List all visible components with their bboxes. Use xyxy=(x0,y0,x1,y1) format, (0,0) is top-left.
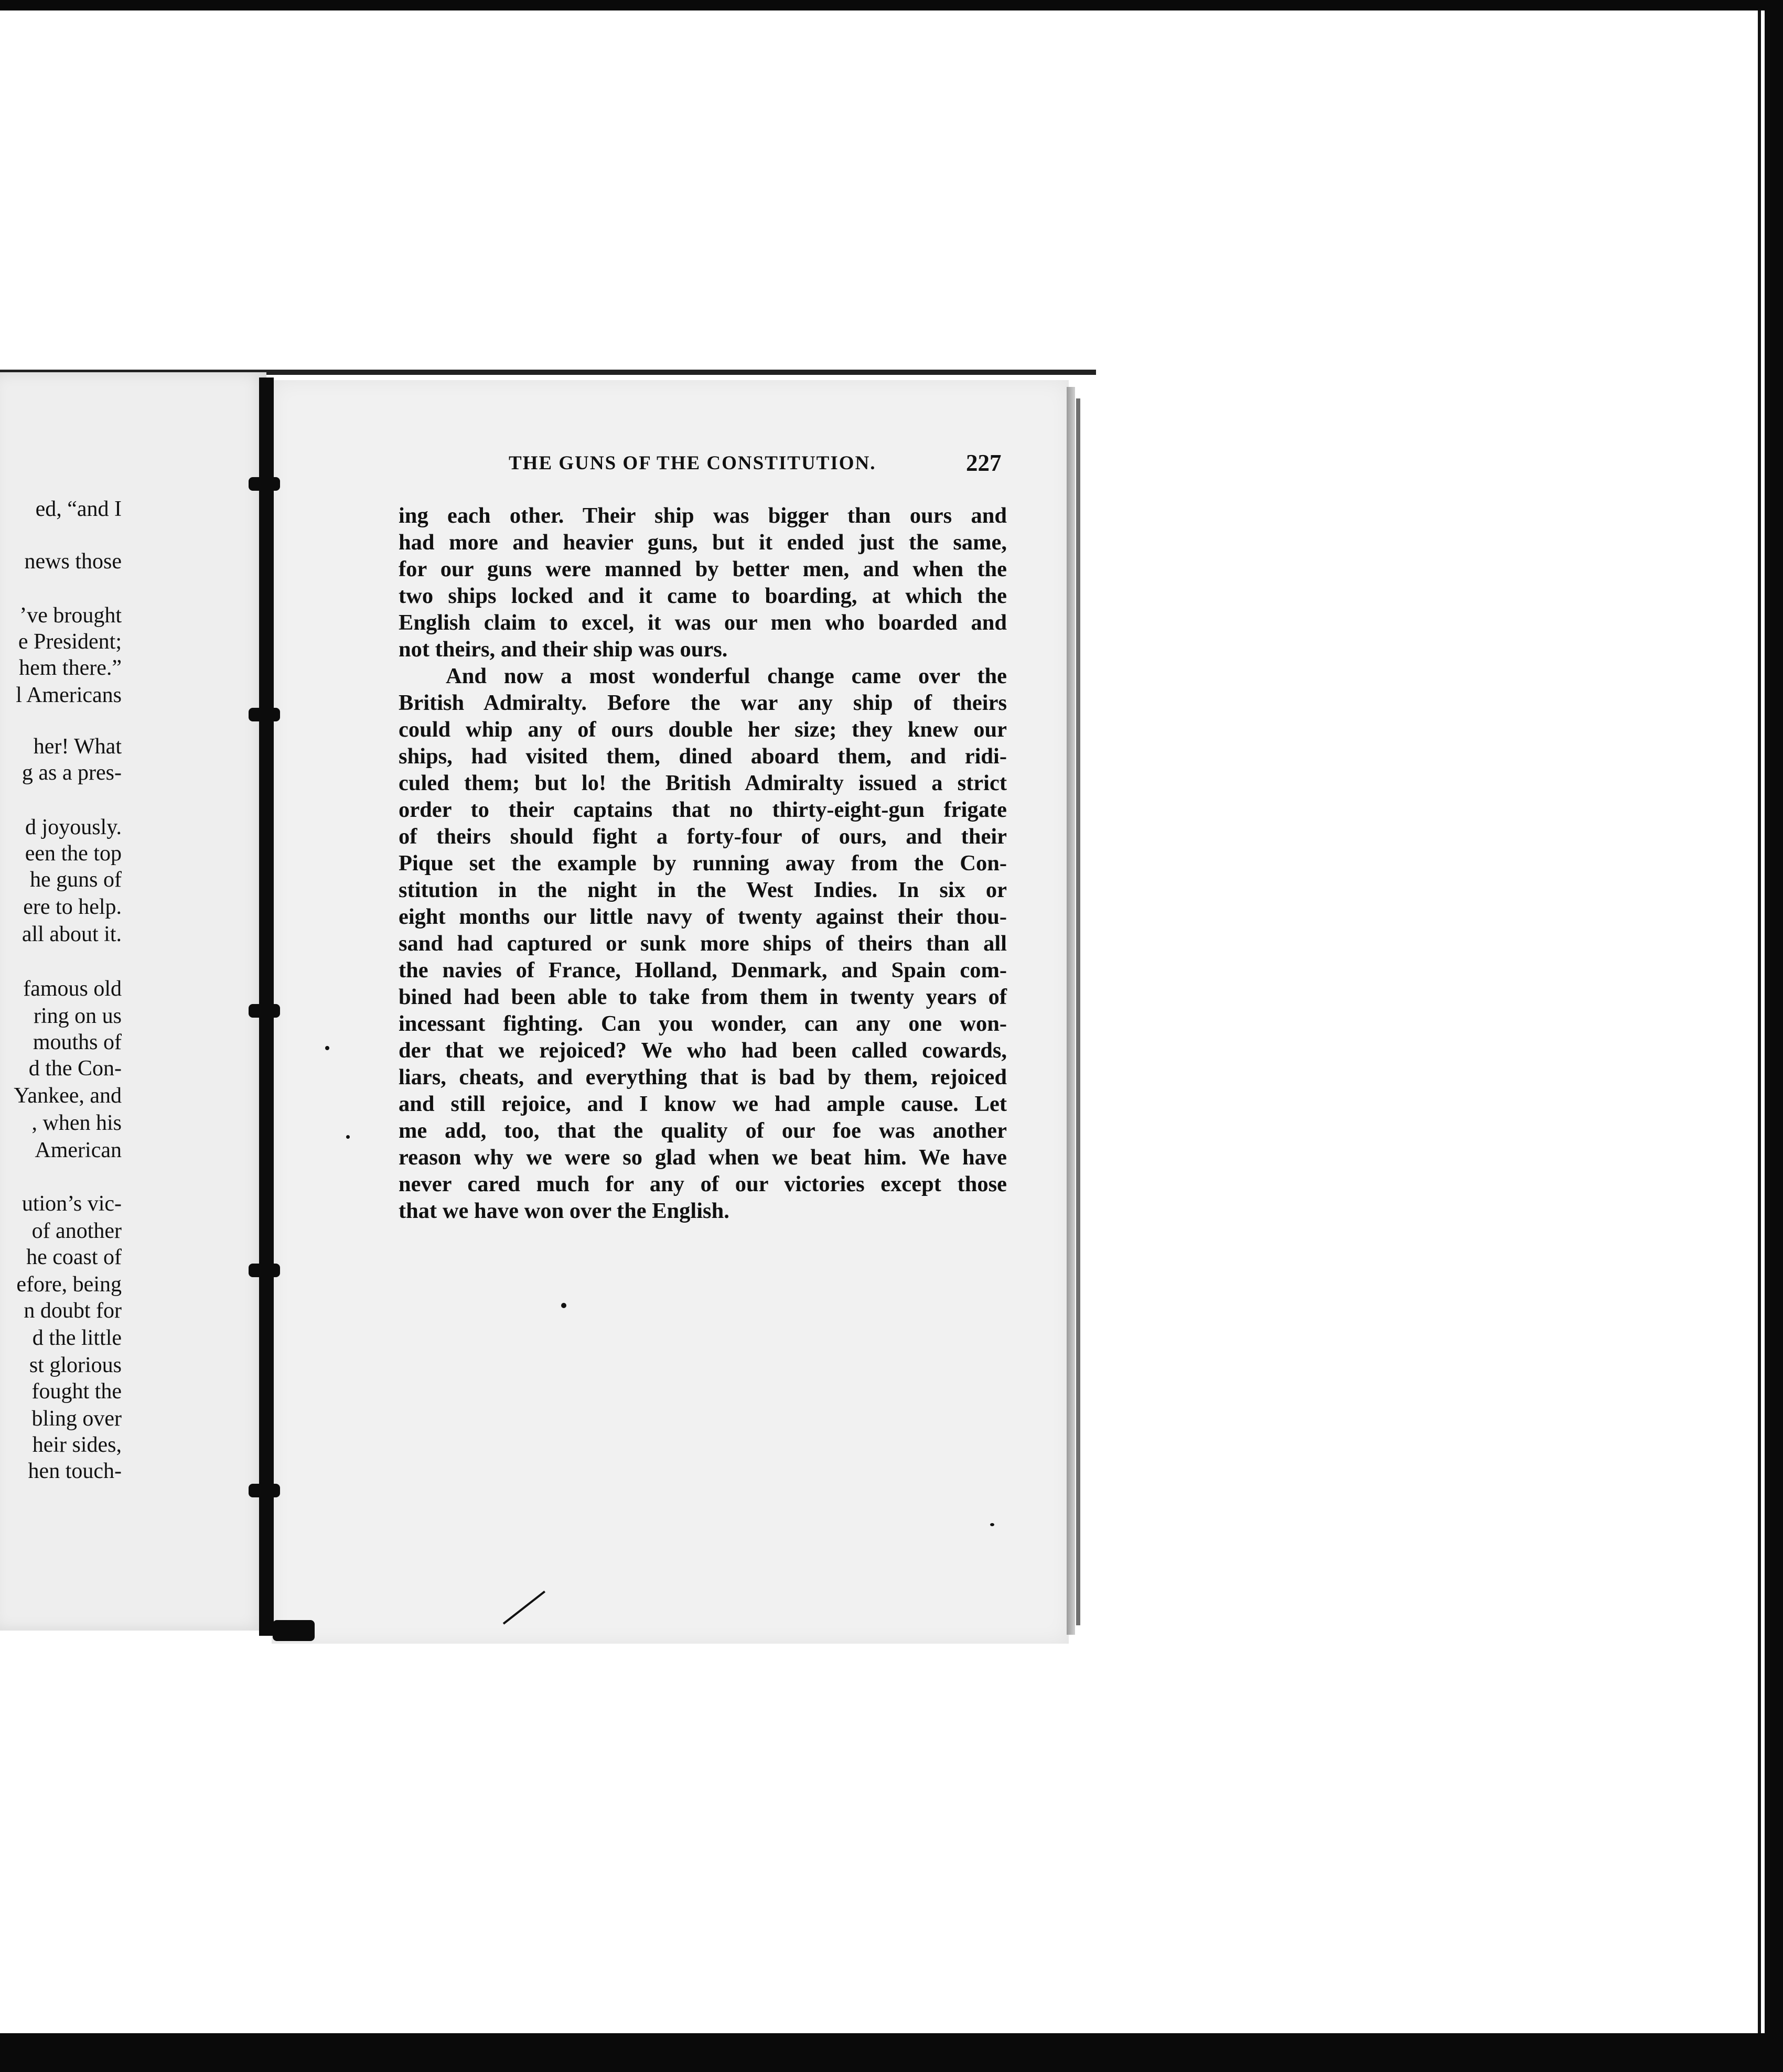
right-page-edge xyxy=(1067,387,1075,1635)
body-line: order to their captains that no thirty-eight-gun frigate xyxy=(399,797,1007,822)
left-page-line: mouths of xyxy=(33,1030,122,1054)
body-line: culed them; but lo! the British Admiralty issued a strict xyxy=(399,771,1007,795)
body-line: that we have won over the English. xyxy=(399,1199,729,1223)
left-page-line: l Americans xyxy=(16,683,122,707)
body-line: two ships locked and it came to boarding, at which the xyxy=(399,584,1007,608)
scan-frame-right xyxy=(1765,0,1783,2072)
body-line: stitution in the night in the West Indies. In six or xyxy=(399,878,1007,902)
binding-stitch xyxy=(249,477,280,491)
body-line: reason why we were so glad when we beat him. We have xyxy=(399,1145,1007,1170)
left-page-line: American xyxy=(35,1138,122,1162)
body-line: the navies of France, Holland, Denmark, and Spain com- xyxy=(399,958,1007,983)
left-page-line: d the little xyxy=(32,1326,122,1350)
left-page-line: fought the xyxy=(31,1379,122,1404)
left-page-line: d joyously. xyxy=(25,815,122,839)
body-line: And now a most wonderful change came over the xyxy=(446,664,1007,688)
binding-stitch xyxy=(249,708,280,721)
left-page-line: g as a pres- xyxy=(22,761,122,785)
left-page-line: hen touch- xyxy=(28,1459,122,1483)
left-page-line: efore, being xyxy=(16,1272,122,1297)
left-page-line: her! What xyxy=(33,735,122,759)
running-head: THE GUNS OF THE CONSTITUTION. xyxy=(509,452,876,474)
right-page-edge-shadow xyxy=(1076,398,1080,1625)
body-line: der that we rejoiced? We who had been called cowards, xyxy=(399,1038,1007,1063)
body-line: of theirs should fight a forty-four of ours, and their xyxy=(399,824,1007,849)
left-page-line: all about it. xyxy=(22,922,122,946)
page-body-text xyxy=(399,502,1007,1224)
body-line: and still rejoice, and I know we had ample cause. Let xyxy=(399,1092,1007,1116)
left-page-line: famous old xyxy=(23,977,122,1001)
body-line: sand had captured or sunk more ships of theirs than all xyxy=(399,931,1007,956)
left-page-line: n doubt for xyxy=(24,1299,122,1323)
binding-stitch xyxy=(273,1620,315,1641)
left-page-line: he coast of xyxy=(26,1245,122,1269)
left-page-line: news those xyxy=(24,549,122,574)
left-page-line: d the Con- xyxy=(28,1056,122,1081)
binding-stitch xyxy=(249,1004,280,1018)
left-page-line: heir sides, xyxy=(32,1433,122,1457)
scan-speck xyxy=(325,1046,329,1050)
binding-stitch xyxy=(249,1484,280,1497)
scan-speck xyxy=(346,1135,350,1139)
left-page-line: ring on us xyxy=(34,1004,122,1028)
page-number: 227 xyxy=(966,450,1002,476)
body-line: Pique set the example by running away from the Con- xyxy=(399,851,1007,876)
body-line: liars, cheats, and everything that is bad by them, rejoiced xyxy=(399,1065,1007,1089)
scan-speck xyxy=(990,1523,994,1526)
scan-frame-top xyxy=(0,0,1783,10)
body-line: me add, too, that the quality of our foe was another xyxy=(399,1118,1007,1143)
left-page-line: ’ve brought xyxy=(19,603,122,628)
left-page-line: of another xyxy=(31,1219,122,1243)
left-page-line: he guns of xyxy=(30,868,122,892)
left-page-line: st glorious xyxy=(29,1353,122,1377)
body-line: had more and heavier guns, but it ended just the same, xyxy=(399,530,1007,555)
body-line: bined had been able to take from them in twenty years of xyxy=(399,985,1007,1009)
body-line: for our guns were manned by better men, and when the xyxy=(399,557,1007,581)
left-page-line: e President; xyxy=(18,630,122,654)
scan-speck xyxy=(561,1303,566,1308)
body-line: ships, had visited them, dined aboard them, and ridi- xyxy=(399,744,1007,769)
scan-frame-bottom xyxy=(0,2033,1783,2072)
left-page-line: ere to help. xyxy=(23,895,122,919)
left-page-line: een the top xyxy=(25,841,122,866)
left-page-line: bling over xyxy=(31,1407,122,1431)
body-line: eight months our little navy of twenty against their thou- xyxy=(399,904,1007,929)
body-line: British Admiralty. Before the war any ship of theirs xyxy=(399,690,1007,715)
body-line: English claim to excel, it was our men who boarded and xyxy=(399,610,1007,635)
binding-stitch xyxy=(249,1264,280,1277)
left-page-line: ution’s vic- xyxy=(22,1192,122,1216)
left-page-line: hem there.” xyxy=(19,656,122,680)
body-line: ing each other. Their ship was bigger than ours and xyxy=(399,503,1007,528)
body-line: not theirs, and their ship was ours. xyxy=(399,637,728,662)
left-page-line: ed, “and I xyxy=(35,497,122,521)
left-page-line: Yankee, and xyxy=(14,1084,122,1108)
body-line: could whip any of ours double her size; they knew our xyxy=(399,717,1007,742)
body-line: never cared much for any of our victories except those xyxy=(399,1172,1007,1196)
body-line: incessant fighting. Can you wonder, can any one won- xyxy=(399,1011,1007,1036)
scan-frame-right-inner xyxy=(1758,10,1761,2045)
left-page-line: , when his xyxy=(31,1111,122,1135)
